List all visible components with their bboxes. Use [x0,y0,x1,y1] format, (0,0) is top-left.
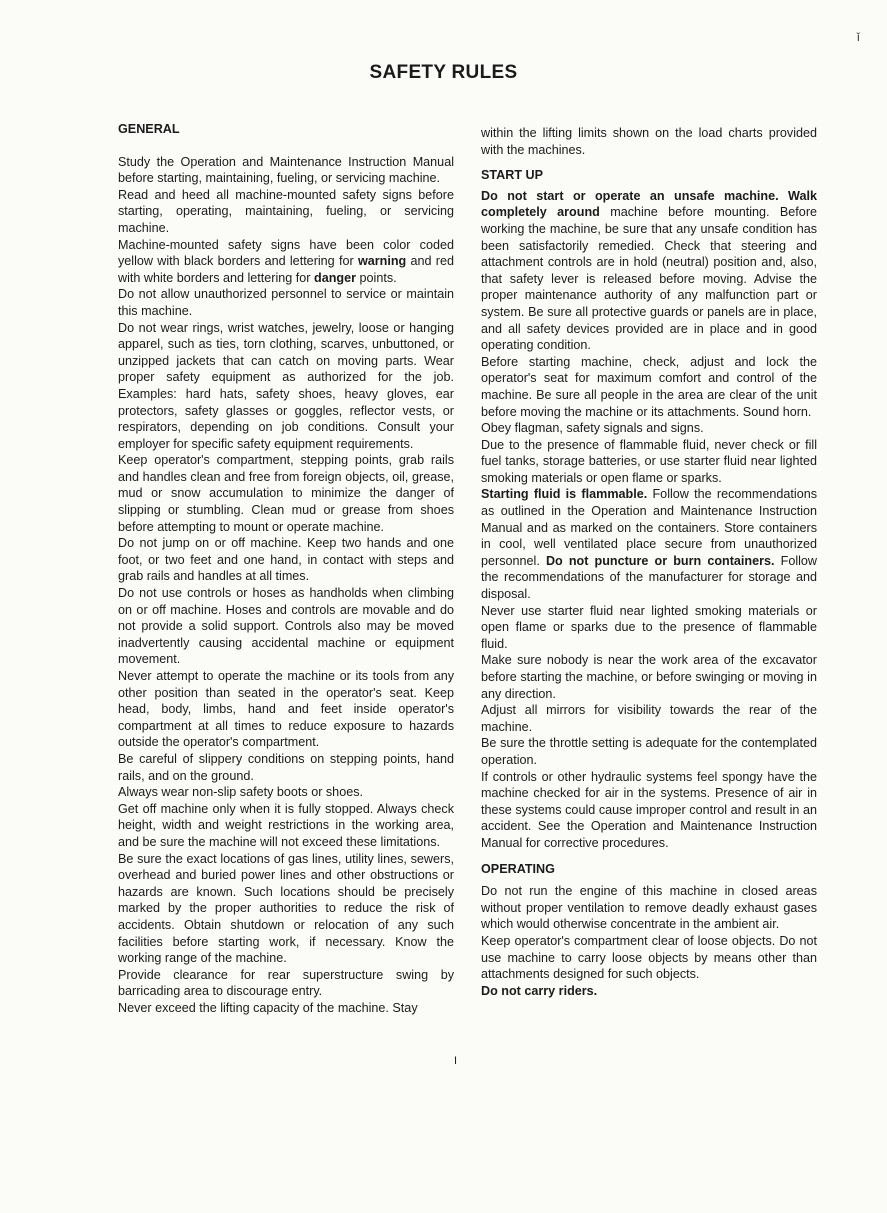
paragraph: Read and heed all machine-mounted safety signs before starting, operating, maintaining, fueling, or servicing machine. [118,187,454,235]
paragraph: Do not run the engine of this machine in closed areas without proper ventilation to remove deadly exhaust gases which would otherwise concentrate in the ambient air. [481,884,817,932]
paragraph: Provide clearance for rear superstructure swing by barricading area to discourage entry. [118,967,454,999]
paragraph: Never attempt to operate the machine or its tools from any other position than seated in the operator's seat. Keep head, body, limbs, hand and feet inside operator's compartment at all times to reduce exposure to hazards outside the operator's compartment. [118,669,454,750]
paragraph: Get off machine only when it is fully stopped. Always check height, width and weight restrictions in the working area, and be sure the machine will not exceed these limitations. [118,801,454,849]
general-heading: GENERAL [118,122,180,136]
paragraph: within the lifting limits shown on the load charts provided with the machines. [481,126,817,157]
paragraph: Due to the presence of flammable fluid, never check or fill fuel tanks, storage batteries, or use starter fluid near lighted smoking materials or open flame or sparks. [481,437,817,485]
paragraph: Always wear non-slip safety boots or shoes. [118,785,363,800]
text-run: and red with white borders and lettering for [118,254,455,285]
start-up-heading: START UP [481,168,544,183]
paragraph: Be sure the throttle setting is adequate for the contemplated operation. [481,736,817,767]
paragraph: Do not jump on or off machine. Keep two hands and one foot, or two feet and one hand, in contact with steps and grab rails and handles at all times. [118,536,454,584]
text-run: Follow the recommendations of the manufacturer for storage and disposal. [481,553,818,602]
emphasis: Do not puncture or burn containers. [545,553,775,568]
emphasis: Starting fluid is flammable. [481,487,648,502]
paragraph: Be sure the exact locations of gas lines, utility lines, sewers, overhead and buried power lines and other obstructions or hazards are known. Such locations should be precisely marked by the proper authorities to reduce the risk of accidents. Obtain shutdown or relocation of any such facilities before starting work, if necessary. Know the working range of the machine. [118,851,454,966]
paragraph: Study the Operation and Maintenance Instruction Manual before starting, maintaining, fueling, or servicing machine. [118,154,454,186]
paragraph: Do not wear rings, wrist watches, jewelry, loose or hanging apparel, such as ties, torn clothing, scarves, unbuttoned, or unzipped jackets that can catch on moving parts. Wear proper safety equipment as authorized for the job. Examples: hard hats, safety shoes, heavy gloves, ear protectors, safety glasses or goggles, reflector vests, or respirators, depending on job conditions. Consult your employer for specific safety equipment requirements. [118,320,454,451]
right-column [481,125,817,999]
emphasis: Do not start or operate an unsafe machine. Walk completely around [481,188,817,220]
text-run: machine before mounting. Before working the machine, be sure that any unsafe condition has been satisfactorily remedied. Check that steering and attachment controls are in hold (neutral) position and, also, that safety lever is released before moving. Advise the proper maintenance authority of any malfunction part or system. Be sure all protective guards or panels are in place, and all safety devices provided are in place and in good operating condition. [481,205,818,353]
danger-emphasis: danger [314,270,357,285]
paragraph: Do not allow unauthorized personnel to service or maintain this machine. [118,287,454,318]
text-run: points. [356,270,397,285]
paragraph: Keep operator's compartment clear of loose objects. Do not use machine to carry loose objects by means other than attachments designed for such objects. [481,933,817,982]
text-run: Machine-mounted safety signs have been color coded yellow with black borders and lettering for [118,237,454,269]
paragraph: Before starting machine, check, adjust and lock the operator's seat for maximum comfort and control of the machine. Be sure all people in the area are clear of the unit before moving the machine or its attachments. Sound horn. [481,354,817,419]
paragraph: Never exceed the lifting capacity of the machine. Stay [118,1000,418,1015]
paragraph: Do not carry riders. [481,983,598,998]
text-run: Follow the recommendations as outlined in the Operation and Maintenance Instruction Manual and as marked on the containers. Store containers in cool, well ventilated place secure from unauthorized personnel. [481,487,818,568]
page-number: I [454,1055,458,1067]
paragraph: Adjust all mirrors for visibility towards the rear of the machine. [481,703,817,734]
paragraph: If controls or other hydraulic systems feel spongy have the machine checked for air in the systems. Presence of air in these systems could cause improper control and result in an accident. See the Operation and Maintenance Instruction Manual for corrective procedures. [481,769,817,850]
paragraph: Make sure nobody is near the work area of the excavator before starting the machine, or before swinging or moving in any direction. [481,653,817,701]
paragraph: Keep operator's compartment, stepping points, grab rails and handles clean and free from foreign objects, oil, grease, mud or snow accumulation to minimize the danger of slipping or stumbling. Clean mud or grease from shoes before attempting to mount or operate machine. [118,453,454,534]
paragraph [481,486,817,602]
margin-mark: ǐ [857,30,860,44]
page-title: SAFETY RULES [369,62,518,83]
paragraph: Be careful of slippery conditions on stepping points, hand rails, and on the ground. [118,751,454,783]
left-column [118,121,454,1016]
paragraph [118,237,454,287]
operating-heading: OPERATING [481,861,555,876]
paragraph: Obey flagman, safety signals and signs. [481,421,704,436]
warning-emphasis: warning [357,254,407,269]
paragraph [481,188,817,354]
paragraph: Never use starter fluid near lighted smoking materials or open flame or sparks due to the presence of flammable fluid. [481,603,817,651]
paragraph: Do not use controls or hoses as handholds when climbing on or off machine. Hoses and controls are movable and do not provide a solid support. Controls also may be moved inadvertently causing accidental machine or equipment movement. [118,586,454,667]
